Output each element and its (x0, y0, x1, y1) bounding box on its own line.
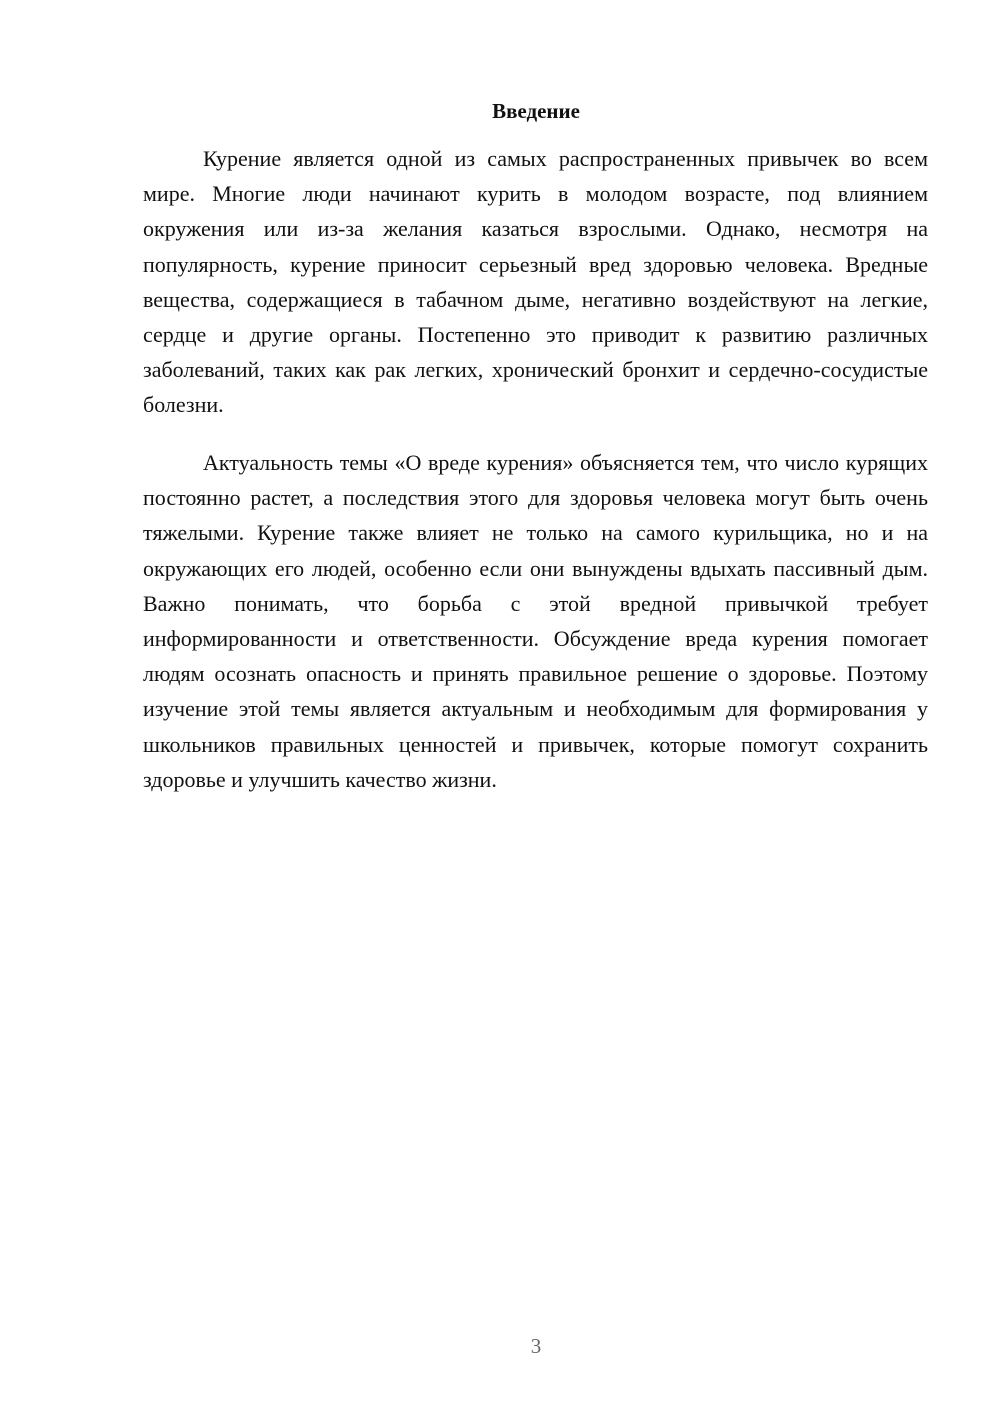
section-heading: Введение (492, 99, 580, 123)
paragraph-intro: Курение является одной из самых распространенных привычек во всем мире. Многие люди начинают курить в молодом возрасте, под влиянием окружения или из-за желания казаться взрослыми. Однако, несмотря на популярность, курение приносит серьезный вред здоровью человека. Вредные вещества, содержащиеся в табачном дыме, негативно воздействуют на легкие, сердце и другие органы. Постепенно это приводит к развитию различных заболеваний, таких как рак легких, хронический бронхит и сердечно-сосудистые болезни. (143, 146, 928, 418)
page-number: 3 (530, 1334, 542, 1358)
paragraph-relevance: Актуальность темы «О вреде курения» объясняется тем, что число курящих постоянно растет, а последствия этого для здоровья человека могут быть очень тяжелыми. Курение также влияет не только на самого курильщика, но и на окружающих его людей, особенно если они вынуждены вдыхать пассивный дым. Важно понимать, что борьба с этой вредной привычкой требует информированности и ответственности. Обсуждение вреда курения помогает людям осознать опасность и принять правильное решение о здоровье. Поэтому изучение этой темы является актуальным и необходимым для формирования у школьников правильных ценностей и привычек, которые помогут сохранить здоровье и улучшить качество жизни. (143, 450, 928, 792)
